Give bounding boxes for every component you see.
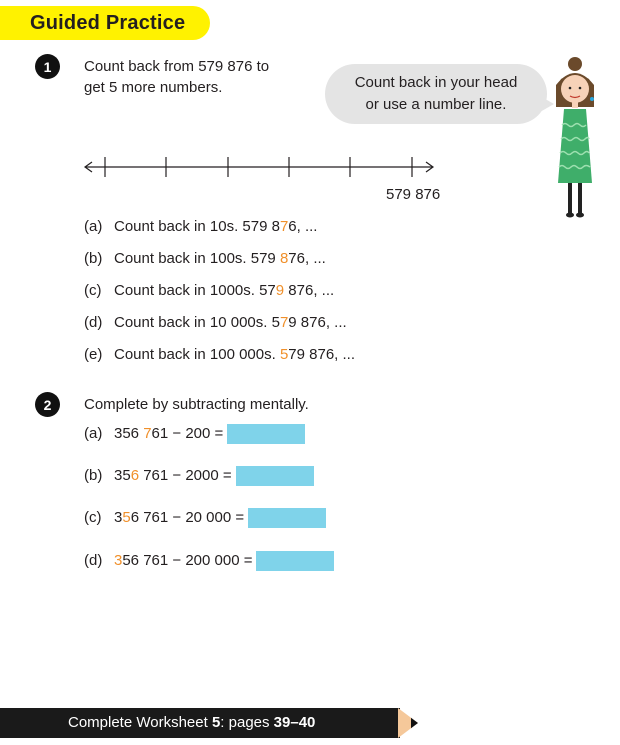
- question-1-part-c: [84, 282, 334, 299]
- question-1-part-e: [84, 346, 355, 363]
- worksheet-footer-text: [68, 714, 315, 731]
- question-number-2: 2: [35, 392, 60, 417]
- footer-mid: : pages: [220, 714, 274, 731]
- answer-box[interactable]: [236, 466, 314, 486]
- part-label: (a): [84, 424, 103, 442]
- part-text: Count back in 100s. 579: [114, 250, 280, 267]
- answer-box[interactable]: [227, 424, 305, 444]
- highlight-digit: 5: [279, 346, 289, 363]
- part-label: (a): [84, 218, 103, 235]
- part-text-end: 9 876, ...: [288, 314, 347, 331]
- question-2-part-d: [84, 551, 334, 571]
- part-text: 3: [114, 508, 123, 526]
- highlight-digit: 9: [275, 282, 285, 299]
- part-text-end: 876, ...: [284, 282, 335, 299]
- question-1-text: [84, 56, 269, 98]
- question-2-text: Complete by subtracting mentally.: [84, 396, 309, 413]
- girl-character-illustration: [545, 55, 605, 225]
- part-label: (c): [84, 282, 102, 299]
- part-text-end: 61 − 200 =: [151, 424, 224, 442]
- highlight-digit: 7: [143, 424, 152, 442]
- highlight-digit: 7: [279, 314, 289, 331]
- answer-box[interactable]: [256, 551, 334, 571]
- question-1-part-d: [84, 314, 347, 331]
- part-label: (b): [84, 466, 103, 484]
- highlight-digit: 5: [122, 508, 131, 526]
- number-line-label: 579 876: [386, 186, 441, 203]
- part-text-end: 6, ...: [288, 218, 318, 235]
- question-1-part-a: [84, 218, 317, 235]
- part-label: (e): [84, 346, 103, 363]
- speech-bubble: [325, 64, 547, 124]
- footer-worksheet-number: 5: [211, 714, 221, 731]
- highlight-digit: 8: [279, 250, 289, 267]
- question-1-part-b: [84, 250, 326, 267]
- part-label: (c): [84, 508, 102, 526]
- question-1-text-line2: get 5 more numbers.: [84, 79, 223, 96]
- worksheet-footer-bar: [0, 708, 400, 738]
- part-label: (d): [84, 551, 103, 569]
- answer-box[interactable]: [248, 508, 326, 528]
- question-1-text-line1: Count back from 579 876 to: [84, 58, 270, 75]
- part-text-end: 56 761 − 200 000 =: [122, 551, 253, 569]
- part-text: Count back in 10 000s. 5: [114, 314, 280, 331]
- part-text: 356: [114, 424, 144, 442]
- part-text-end: 6 761 − 20 000 =: [130, 508, 245, 526]
- question-number-1: 1: [35, 54, 60, 79]
- question-2-part-a: [84, 424, 305, 444]
- footer-pages: 39–40: [273, 714, 316, 731]
- part-text: Count back in 100 000s.: [114, 346, 280, 363]
- guided-practice-banner: [0, 6, 210, 40]
- highlight-digit: 7: [279, 218, 289, 235]
- part-text: 35: [114, 466, 131, 484]
- banner-title: Guided Practice: [30, 12, 186, 34]
- part-text-end: 761 − 2000 =: [139, 466, 232, 484]
- part-text-end: 76, ...: [288, 250, 326, 267]
- highlight-digit: 6: [130, 466, 140, 484]
- pencil-tip-icon: [398, 708, 424, 738]
- part-label: (d): [84, 314, 103, 331]
- part-label: (b): [84, 250, 103, 267]
- number-line: [80, 150, 440, 180]
- part-text-end: 79 876, ...: [288, 346, 356, 363]
- highlight-digit: 3: [114, 551, 123, 569]
- speech-bubble-line2: or use a number line.: [365, 96, 507, 113]
- question-2-part-c: [84, 508, 326, 528]
- footer-prefix: Complete Worksheet: [68, 714, 212, 731]
- speech-bubble-line1: Count back in your head: [354, 74, 518, 91]
- question-2-part-b: [84, 466, 314, 486]
- part-text: Count back in 1000s. 57: [114, 282, 276, 299]
- part-text: Count back in 10s. 579 8: [114, 218, 280, 235]
